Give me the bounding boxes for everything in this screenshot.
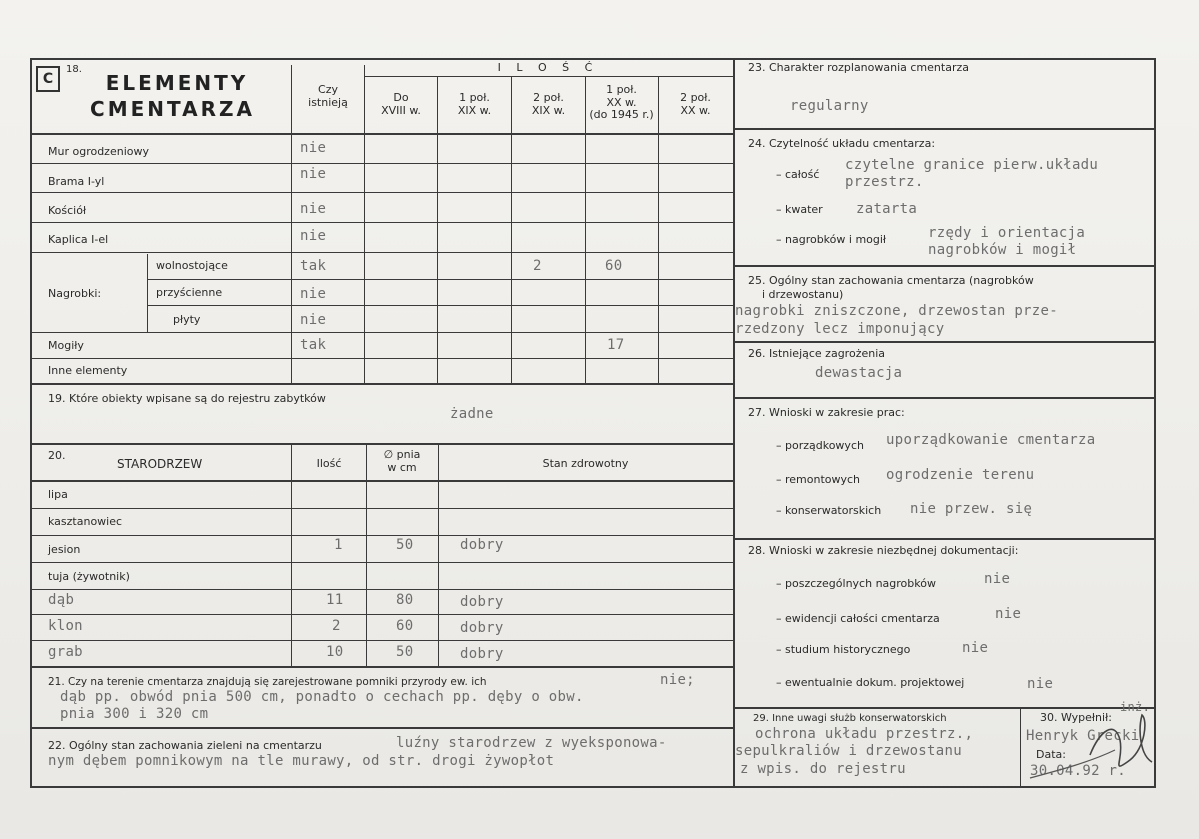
- handwritten-signature-icon: [1020, 700, 1160, 785]
- grid-line: [437, 76, 438, 383]
- grid-line: [291, 65, 292, 383]
- tree-pnia-klon: 60: [396, 618, 414, 634]
- grid-line: [734, 128, 1155, 130]
- element-value-mogily: tak: [300, 337, 327, 353]
- trees-col-stan: Stan zdrowotny: [542, 457, 629, 470]
- grid-line: [31, 252, 733, 253]
- grid-line: [31, 508, 733, 509]
- section-21-label: 21. Czy na terenie cmentarza znajdują się zarejestrowane pomniki przyrody ew. ich: [48, 676, 487, 688]
- element-label-mur: Mur ogrodzeniowy: [48, 145, 149, 158]
- section-20-number: 20.: [48, 449, 66, 462]
- grid-line: [31, 614, 733, 615]
- grid-line: [438, 443, 439, 667]
- grid-line: [734, 538, 1155, 540]
- element-value-wolnostojace: tak: [300, 258, 327, 274]
- col-header-period-4: 2 poł. XX w.: [680, 91, 711, 117]
- grid-line: [147, 305, 733, 306]
- section-22-label: 22. Ogólny stan zachowania zieleni na cmentarzu: [48, 739, 322, 752]
- section-21-value2: dąb pp. obwód pnia 500 cm, ponadto o cechach pp. dęby o obw.: [60, 689, 584, 705]
- section-30-label: 30. Wypełnił:: [1040, 711, 1112, 724]
- section-24-label: 24. Czytelność układu cmentarza:: [748, 137, 936, 150]
- col-header-czy-istnieja: Czy istnieją: [308, 83, 348, 109]
- grid-line: [31, 192, 733, 193]
- section-30-date-label: Data:: [1036, 748, 1066, 761]
- grid-line: [658, 76, 659, 383]
- section-28-item1-value: nie: [984, 571, 1011, 587]
- tree-name-dab: dąb: [48, 592, 75, 608]
- tree-pnia-jesion: 50: [396, 537, 414, 553]
- grid-line: [31, 727, 733, 729]
- element-value-mur: nie: [300, 140, 327, 156]
- grid-line: [31, 640, 733, 641]
- section-28-label: 28. Wnioski w zakresie niezbędnej dokumentacji:: [748, 544, 1019, 557]
- section-24-calosc-value2: przestrz.: [845, 174, 924, 190]
- section-24-nagrobkow-label: – nagrobków i mogił: [776, 233, 887, 246]
- tree-ilosc-klon: 2: [332, 618, 341, 634]
- section-18-title-line2: CMENTARZA: [90, 97, 255, 121]
- section-18-number: 18.: [66, 64, 82, 75]
- section-23-value: regularny: [790, 98, 869, 114]
- grid-line: [511, 76, 512, 383]
- section-24-nagrobkow-value2: nagrobków i mogił: [928, 242, 1077, 258]
- section-27-porz-label: – porządkowych: [776, 439, 864, 452]
- element-label-brama: Brama I-yl: [48, 175, 105, 188]
- tree-name-jesion: jesion: [48, 543, 81, 556]
- section-21-value3: pnia 300 i 320 cm: [60, 706, 209, 722]
- section-29-label: 29. Inne uwagi służb konserwatorskich: [753, 713, 947, 724]
- section-30-prefix: inż.: [1120, 700, 1151, 714]
- grid-line: [364, 76, 733, 77]
- section-26-value: dewastacja: [815, 365, 903, 381]
- element-label-inne: Inne elementy: [48, 364, 128, 377]
- element-value-brama: nie: [300, 166, 327, 182]
- section-29-value2: sepulkraliów i drzewostanu: [735, 743, 962, 759]
- nagrobki-label: Nagrobki:: [48, 287, 102, 300]
- element-value-kaplica: nie: [300, 228, 327, 244]
- tree-name-kasztanowiec: kasztanowiec: [48, 515, 123, 528]
- tree-name-klon: klon: [48, 618, 83, 634]
- section-24-calosc-value1: czytelne granice pierw.układu: [845, 157, 1099, 173]
- grid-line: [31, 589, 733, 590]
- frame-right: [1154, 58, 1156, 788]
- section-27-label: 27. Wnioski w zakresie prac:: [748, 406, 905, 419]
- grid-line: [31, 332, 733, 333]
- section-29-value3: z wpis. do rejestru: [740, 761, 906, 777]
- element-label-plyty: płyty: [173, 313, 201, 326]
- grid-line: [31, 562, 733, 563]
- section-22-value1: luźny starodrzew z wyeksponowa-: [396, 735, 667, 751]
- element-value-wolnostojace-p3: 2: [533, 258, 542, 274]
- section-28-item2-label: – ewidencji całości cmentarza: [776, 612, 940, 625]
- tree-name-grab: grab: [48, 644, 83, 660]
- section-18-title-line1: ELEMENTY: [105, 71, 249, 95]
- tree-stan-grab: dobry: [460, 646, 504, 662]
- grid-line: [734, 341, 1155, 343]
- grid-line: [31, 133, 733, 135]
- grid-line: [31, 383, 733, 385]
- tree-name-tuja: tuja (żywotnik): [48, 570, 130, 583]
- section-28-item2-value: nie: [995, 606, 1022, 622]
- element-label-mogily: Mogiły: [48, 339, 84, 352]
- grid-line: [366, 443, 367, 667]
- frame-top: [30, 58, 1156, 60]
- grid-line: [291, 443, 292, 667]
- trees-col-ilosc: Ilość: [316, 457, 342, 470]
- section-30-date: 30.04.92 r.: [1030, 763, 1127, 779]
- section-30-name: Henryk Grecki: [1026, 728, 1140, 744]
- element-value-kosciol: nie: [300, 201, 327, 217]
- section-27-kons-label: – konserwatorskich: [776, 504, 882, 517]
- grid-line: [31, 443, 733, 445]
- section-27-kons-value: nie przew. się: [910, 501, 1033, 517]
- tree-stan-dab: dobry: [460, 594, 504, 610]
- tree-ilosc-jesion: 1: [334, 537, 343, 553]
- tree-stan-klon: dobry: [460, 620, 504, 636]
- section-24-kwater-value: zatarta: [856, 201, 918, 217]
- element-value-wolnostojace-p4: 60: [605, 258, 623, 274]
- grid-line: [31, 535, 733, 536]
- section-28-item1-label: – poszczególnych nagrobków: [776, 577, 936, 590]
- section-28-item3-value: nie: [962, 640, 989, 656]
- section-29-value1: ochrona układu przestrz.,: [755, 726, 974, 742]
- grid-line: [147, 254, 148, 332]
- section-27-rem-label: – remontowych: [776, 473, 861, 486]
- section-25-label2: i drzewostanu): [762, 288, 844, 301]
- col-header-ilosc: I L O Ś Ć: [497, 61, 599, 74]
- trees-col-name: STARODRZEW: [117, 457, 203, 471]
- col-header-period-2: 2 poł. XIX w.: [531, 91, 566, 117]
- section-19-label: 19. Które obiekty wpisane są do rejestru zabytków: [48, 392, 326, 405]
- section-28-item4-value: nie: [1027, 676, 1054, 692]
- grid-line: [31, 666, 733, 668]
- section-28-item4-label: – ewentualnie dokum. projektowej: [776, 676, 965, 689]
- section-25-value2: rzedzony lecz imponujący: [735, 321, 945, 337]
- section-28-item3-label: – studium historycznego: [776, 643, 911, 656]
- grid-line: [585, 76, 586, 383]
- column-divider: [733, 58, 735, 788]
- frame-bottom: [30, 786, 1156, 788]
- tree-pnia-dab: 80: [396, 592, 414, 608]
- element-value-przyscienne: nie: [300, 286, 327, 302]
- element-value-plyty: nie: [300, 312, 327, 328]
- tree-ilosc-dab: 11: [326, 592, 344, 608]
- tree-stan-jesion: dobry: [460, 537, 504, 553]
- tree-name-lipa: lipa: [48, 488, 68, 501]
- section-19-value: żadne: [450, 406, 494, 422]
- section-24-calosc-label: – całość: [776, 168, 820, 181]
- section-27-porz-value: uporządkowanie cmentarza: [886, 432, 1096, 448]
- element-label-wolnostojace: wolnostojące: [156, 259, 228, 272]
- grid-line: [31, 222, 733, 223]
- element-label-kosciol: Kościół: [48, 204, 87, 217]
- section-24-nagrobkow-value1: rzędy i orientacja: [928, 225, 1086, 241]
- trees-col-pnia: ∅ pnia w cm: [383, 448, 421, 474]
- col-header-period-3: 1 poł. XX w. (do 1945 r.): [589, 83, 654, 122]
- grid-line: [364, 65, 365, 383]
- element-label-kaplica: Kaplica I-el: [48, 233, 109, 246]
- grid-line: [31, 163, 733, 164]
- card-letter-box: C: [36, 66, 60, 92]
- section-23-label: 23. Charakter rozplanowania cmentarza: [748, 61, 969, 74]
- grid-line: [31, 480, 733, 482]
- section-22-value2: nym dębem pomnikowym na tle murawy, od str. drogi żywopłot: [48, 753, 555, 769]
- section-26-label: 26. Istniejące zagrożenia: [748, 347, 886, 360]
- frame-left: [30, 58, 32, 788]
- section-21-value1: nie;: [660, 672, 695, 688]
- grid-line: [147, 279, 733, 280]
- grid-line: [31, 358, 733, 359]
- element-label-przyscienne: przyścienne: [156, 286, 223, 299]
- section-25-label1: 25. Ogólny stan zachowania cmentarza (nagrobków: [748, 274, 1034, 287]
- element-value-mogily-p4: 17: [607, 337, 625, 353]
- section-27-rem-value: ogrodzenie terenu: [886, 467, 1035, 483]
- section-24-kwater-label: – kwater: [776, 203, 823, 216]
- grid-line: [734, 265, 1155, 267]
- tree-pnia-grab: 50: [396, 644, 414, 660]
- section-25-value1: nagrobki zniszczone, drzewostan prze-: [735, 303, 1058, 319]
- col-header-period-0: Do XVIII w.: [381, 91, 421, 117]
- col-header-period-1: 1 poł. XIX w.: [457, 91, 492, 117]
- grid-line: [734, 397, 1155, 399]
- tree-ilosc-grab: 10: [326, 644, 344, 660]
